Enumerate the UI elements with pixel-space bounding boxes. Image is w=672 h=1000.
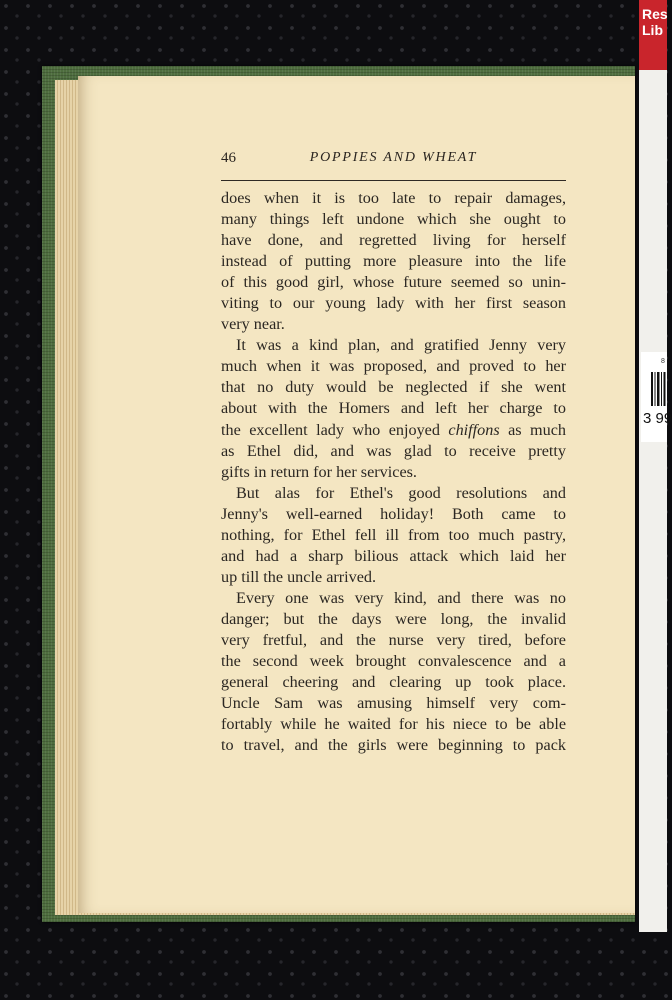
text-line: to travel, and the girls were beginning to pack [221, 736, 566, 755]
text-segment: the excellent lady who enjoyed [221, 420, 449, 439]
text-line: danger; but the days were long, the invalid [221, 609, 566, 628]
library-label [639, 0, 667, 70]
text-line: fortably while he waited for his niece to be able [221, 715, 566, 734]
text-line: gifts in return for her services. [221, 462, 417, 481]
text-line: viting to our young lady with her first season [221, 294, 566, 313]
library-label-line: Res [642, 6, 668, 22]
library-sticker-strip [639, 70, 667, 932]
running-title: POPPIES AND WHEAT [309, 150, 478, 165]
text-line: the second week brought convalescence and a [221, 652, 566, 671]
text-line: and had a sharp bilious attack which laid her [221, 546, 566, 565]
text-line: as Ethel did, and was glad to receive pretty [221, 441, 566, 460]
page-number: 46 [221, 150, 236, 166]
text-line: It was a kind plan, and gratified Jenny very [236, 336, 566, 355]
text-line: have done, and regretted living for herself [221, 231, 566, 250]
text-line: instead of putting more pleasure into the life [221, 252, 566, 271]
text-line: about with the Homers and left her charge to [221, 399, 566, 418]
barcode-sticker [641, 352, 672, 442]
text-line: does when it is too late to repair damages, [221, 189, 566, 207]
text-segment: as much [499, 420, 567, 439]
text-line: Every one was very kind, and there was no [236, 588, 566, 607]
body-text [221, 188, 566, 756]
barcode-icon [651, 372, 667, 406]
text-line: very fretful, and the nurse very tired, before [221, 630, 566, 649]
library-label-line: Lib [642, 22, 663, 38]
text-line: Uncle Sam was amusing himself very com- [221, 694, 566, 713]
italic-word: chiffons [448, 420, 500, 439]
text-line: Jenny's well-earned holiday! Both came to [221, 504, 566, 523]
text-line: nothing, for Ethel fell ill from too much pastry, [221, 525, 566, 544]
text-line: much when it was proposed, and proved to her [221, 357, 566, 376]
barcode-small-digit: 8 [661, 358, 665, 365]
text-line: But alas for Ethel's good resolutions and [236, 483, 566, 502]
header-rule [221, 180, 566, 181]
text-line: general cheering and clearing up took place. [221, 673, 566, 692]
text-line: that no duty would be neglected if she went [221, 378, 566, 397]
text-line: up till the uncle arrived. [221, 567, 377, 586]
text-line: of this good girl, whose future seemed so unin- [221, 273, 566, 292]
text-line-with-italic [221, 420, 566, 441]
text-line: very near. [221, 315, 285, 334]
text-line: many things left undone which she ought to [221, 210, 566, 229]
barcode-digits: 3 99 [643, 410, 672, 427]
